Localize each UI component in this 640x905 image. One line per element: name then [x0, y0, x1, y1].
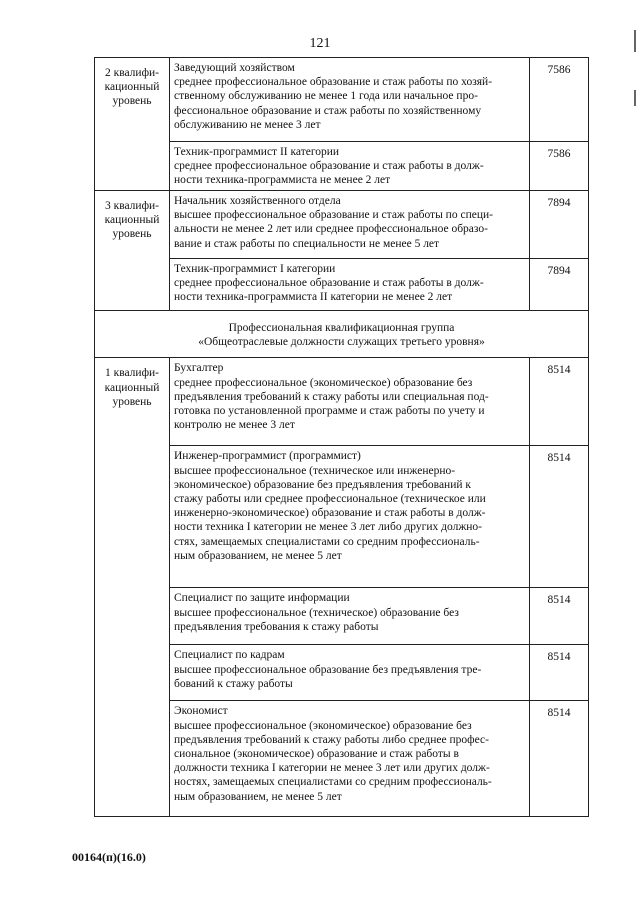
position-requirements: высшее профессиональное образование без предъявления тре- бований к стажу работы: [174, 663, 482, 690]
qualification-level-2: [95, 58, 170, 191]
position-requirements: среднее профессиональное (экономическое) образование без предъявления требований к стажу работы или специальная под- готовка по установленной программе и стаж работы по учету и контролю не менее 3 лет: [174, 376, 489, 432]
position-title: Техник-программист I категории: [174, 263, 336, 275]
group-header-line-2: «Общеотраслевые должности служащих третьего уровня»: [198, 336, 485, 349]
position-cell: [170, 58, 530, 142]
position-requirements: среднее профессиональное образование и стаж работы по хозяй- ственному обслуживанию не менее 1 года или начальное про- фессиональное образование и стаж работы по хозяйственному обслуживанию не менее 3 лет: [174, 76, 493, 131]
scan-edge-mark: [634, 30, 636, 52]
position-title: Бухгалтер: [174, 362, 224, 375]
position-cell: [170, 142, 530, 191]
position-cell: [170, 191, 530, 259]
group-header-line-1: Профессиональная квалификационная группа: [228, 322, 455, 334]
salary-value: 8514: [530, 588, 589, 645]
level-label: 2 квалифи- кационный уровень: [104, 67, 160, 108]
position-requirements: среднее профессиональное образование и стаж работы в долж- ности техника-программиста не менее 2 лет: [174, 160, 484, 187]
position-requirements: высшее профессиональное (экономическое) образование без предъявления требований к стажу работы либо среднее профес- сиональное (экономическое) образование и стаж работы в должности техника I категории не менее 3 лет или других долж- ностях, замещаемых специалистами со средним профессиональ- ным образованием, не менее 5 лет: [174, 719, 492, 803]
position-title: Инженер-программист (программист): [174, 450, 361, 463]
salary-value: 7586: [530, 58, 589, 142]
salary-value: 8514: [530, 701, 589, 817]
salary-value: 8514: [530, 446, 589, 588]
table-row: [95, 259, 589, 311]
position-cell: [170, 701, 530, 817]
position-title: Техник-программист II категории: [174, 146, 340, 158]
table-row: [95, 358, 589, 446]
position-cell: [170, 588, 530, 645]
position-requirements: среднее профессиональное образование и стаж работы в долж- ности техника-программиста II категории не менее 2 лет: [174, 277, 484, 304]
position-title: Специалист по защите информации: [174, 592, 350, 605]
qualification-level-1: [95, 358, 170, 817]
salary-value: 7894: [530, 259, 589, 311]
qualification-level-3: [95, 191, 170, 311]
professional-group-header: [95, 311, 589, 358]
position-title: Специалист по кадрам: [174, 649, 285, 662]
position-title: Экономист: [174, 705, 228, 718]
position-requirements: высшее профессиональное (техническое или инженерно- экономическое) образование без предъявления требований к стажу работы или среднее профессиональное (техническое или инженерно-экономическое) образование и стаж работы в долж- ности техника I категории не менее 3 лет либо других должно- стях, замещаемых специалистами со средним профессиональ- ным образованием, не менее 5 лет: [174, 464, 486, 562]
position-title: Заведующий хозяйством: [174, 62, 295, 74]
position-cell: [170, 259, 530, 311]
level-label: 1 квалифи- кационный уровень: [104, 367, 160, 408]
position-cell: [170, 358, 530, 446]
table-row: [95, 446, 589, 588]
salary-value: 7894: [530, 191, 589, 259]
group-header-row: [95, 311, 589, 358]
table-row: [95, 645, 589, 701]
table-row: [95, 701, 589, 817]
table-row: [95, 142, 589, 191]
qualification-table: [94, 57, 589, 817]
table-row: [95, 191, 589, 259]
salary-value: 8514: [530, 358, 589, 446]
position-title: Начальник хозяйственного отдела: [174, 195, 341, 207]
document-code: 00164(п)(16.0): [72, 850, 146, 864]
position-requirements: высшее профессиональное (техническое) образование без предъявления требования к стажу работы: [174, 606, 459, 633]
page-number: 121: [309, 36, 331, 51]
position-requirements: высшее профессиональное образование и стаж работы по специ- альности не менее 2 лет или среднее профессиональное образо- вание и стаж работы по специальности не менее 5 лет: [174, 209, 493, 250]
table-row: [95, 588, 589, 645]
salary-value: 7586: [530, 142, 589, 191]
position-cell: [170, 645, 530, 701]
position-cell: [170, 446, 530, 588]
table-row: [95, 58, 589, 142]
scan-edge-mark: [634, 90, 636, 106]
level-label: 3 квалифи- кационный уровень: [104, 200, 160, 241]
salary-value: 8514: [530, 645, 589, 701]
